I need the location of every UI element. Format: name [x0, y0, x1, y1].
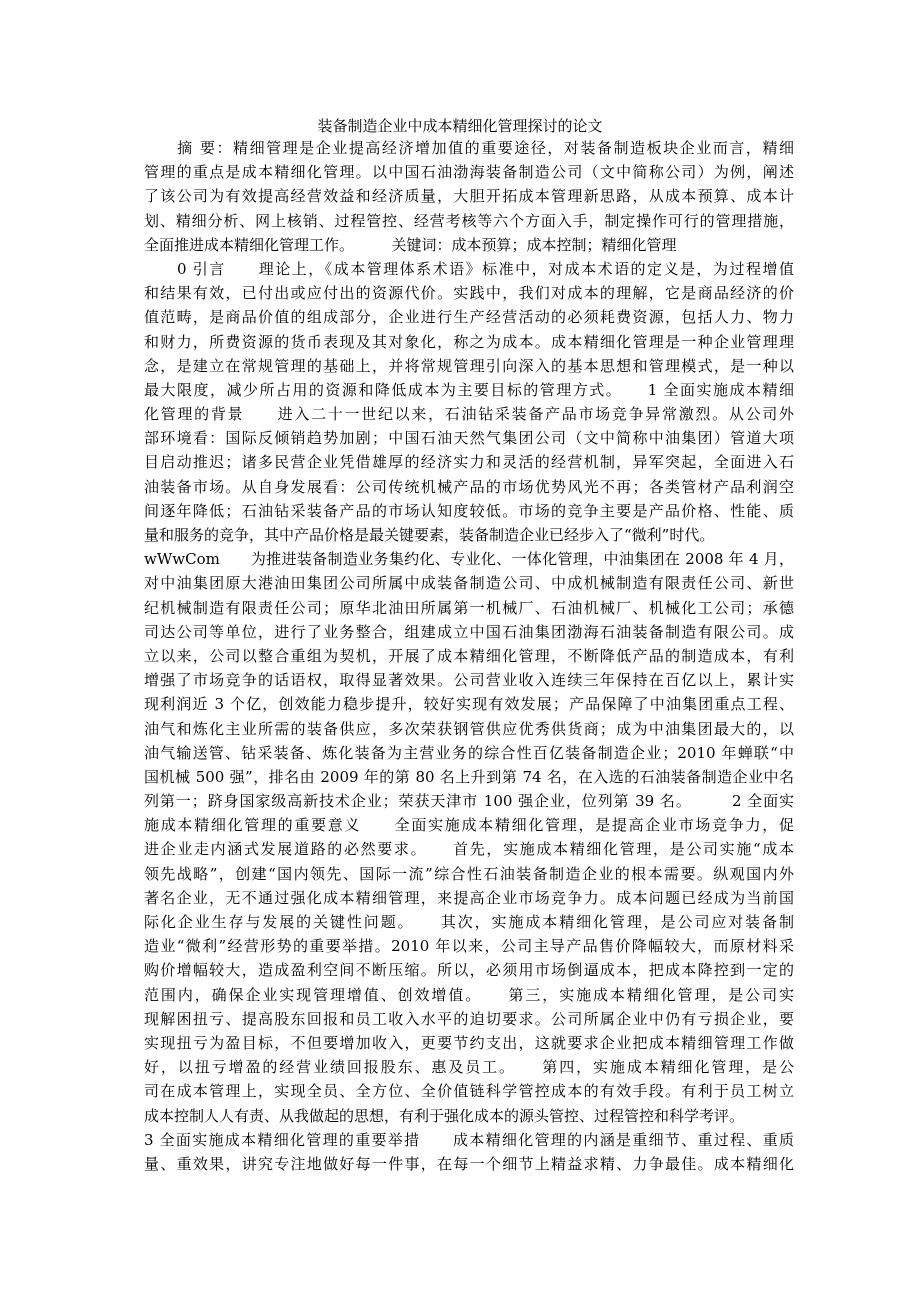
- text-line: 对中油集团原大港油田集团公司所属中成装备制造公司、中成机械制造有限责任公司、新世: [144, 574, 794, 593]
- text-line: 念，是建立在常规管理的基础上，并将常规管理引向深入的基本思想和管理模式，是一种以: [144, 356, 794, 375]
- text-line: 领先战略”，创建“国内领先、国际一流”综合性石油装备制造企业的根本需要。纵观国内外: [144, 864, 794, 883]
- text-line: 购价增幅较大，造成盈利空间不断压缩。所以，必须用市场倒逼成本，把成本降控到一定的: [144, 961, 794, 980]
- text-line: 实现扭亏为盈目标，不但要增加收入，更要节约支出，这就要求企业把成本精细管理工作做: [144, 1033, 794, 1052]
- text-line: 国机械 500 强”，排名由 2009 年的第 80 名上升到第 74 名，在入选的石油装备制造企业中名: [144, 767, 794, 786]
- text-line: 部环境看：国际反倾销趋势加剧；中国石油天然气集团公司（文中简称中油集团）管道大项: [144, 429, 794, 448]
- text-line: 造业“微利”经营形势的重要举措。2010 年以来，公司主导产品售价降幅较大，而原材料采: [144, 937, 794, 956]
- text-line: 划、精细分析、网上核销、过程管控、经营考核等六个方面入手，制定操作可行的管理措施，: [144, 211, 794, 230]
- text-line: 量和服务的竞争，其中产品价格是最关键要素，装备制造企业已经步入了“微利”时代。: [144, 526, 715, 544]
- text-line: 现利润近 3 个亿，创效能力稳步提升，较好实现有效发展；产品保障了中油集团重点工程、: [144, 695, 794, 714]
- text-line: 进企业走内涵式发展道路的必然要求。 首先，实施成本精细化管理，是公司实施“成本: [144, 840, 794, 859]
- text-line: 值范畴，是商品价值的组成部分，企业进行生产经营活动的必须耗费资源，包括人力、物力: [144, 308, 794, 327]
- text-line: 范围内，确保企业实现管理增值、创效增值。 第三，实施成本精细化管理，是公司实: [144, 985, 794, 1004]
- text-line: 成本控制人人有责、从我做起的思想，有利于强化成本的源头管控、过程管控和科学考评。: [144, 1106, 745, 1125]
- text-line: 最大限度，减少所占用的资源和降低成本为主要目标的管理方式。 1 全面实施成本精细: [144, 380, 794, 399]
- text-line: 施成本精细化管理的重要意义 全面实施成本精细化管理，是提高企业市场竞争力，促: [144, 816, 794, 835]
- text-line: 油气输送管、钻采装备、炼化装备为主营业务的综合性百亿装备制造企业；2010 年蝉联“中: [144, 743, 794, 762]
- text-line: 管理的重点是成本精细化管理。以中国石油渤海装备制造公司（文中简称公司）为例，阐述: [144, 163, 794, 182]
- text-line: 3 全面实施成本精细化管理的重要举措 成本精细化管理的内涵是重细节、重过程、重质: [144, 1130, 794, 1149]
- text-line: 司在成本管理上，实现全员、全方位、全价值链科学管控成本的有效手段。有利于员工树立: [144, 1082, 794, 1101]
- text-line: 纪机械制造有限责任公司；原华北油田所属第一机械厂、石油机械厂、机械化工公司；承德: [144, 598, 794, 617]
- text-line: 了该公司为有效提高经营效益和经济质量，大胆开拓成本管理新思路，从成本预算、成本计: [144, 187, 794, 206]
- document-title: 装备制造企业中成本精细化管理探讨的论文: [317, 117, 603, 135]
- text-line: 油装备市场。从自身发展看：公司传统机械产品的市场优势风光不再；各类管材产品利润空: [144, 477, 794, 496]
- text-line: wWwCom 为推进装备制造业务集约化、专业化、一体化管理，中油集团在 2008 年 4 月，: [144, 550, 794, 569]
- text-line: 增强了市场竞争的话语权，取得显著效果。公司营业收入连续三年保持在百亿以上，累计实: [144, 671, 794, 690]
- text-line: 和结果有效，已付出或应付出的资源代价。实践中，我们对成本的理解，它是商品经济的价: [144, 284, 794, 303]
- text-line: 目启动推迟；诸多民营企业凭借雄厚的经济实力和灵活的经营机制，异军突起，全面进入石: [144, 453, 794, 472]
- text-line: 摘 要：精细管理是企业提高经济增加值的重要途径，对装备制造板块企业而言，精细: [144, 139, 794, 157]
- text-line: 全面推进成本精细化管理工作。 关键词：成本预算；成本控制；精细化管理: [144, 235, 677, 254]
- text-line: 好，以扭亏增盈的经营业绩回报股东、惠及员工。 第四，实施成本精细化管理，是公: [144, 1058, 794, 1077]
- text-line: 列第一；跻身国家级高新技术企业；荣获天津市 100 强企业，位列第 39 名。 2 全面实: [144, 792, 794, 811]
- text-line: 油气和炼化主业所需的装备供应，多次荣获钢管供应优秀供货商；成为中油集团最大的，以: [144, 719, 794, 738]
- text-line: 化管理的背景 进入二十一世纪以来，石油钻采装备产品市场竞争异常激烈。从公司外: [144, 405, 794, 424]
- text-line: 司达公司等单位，进行了业务整合，组建成立中国石油集团渤海石油装备制造有限公司。成: [144, 622, 794, 641]
- text-line: 际化企业生存与发展的关键性问题。 其次，实施成本精细化管理，是公司应对装备制: [144, 913, 794, 931]
- text-line: 立以来，公司以整合重组为契机，开展了成本精细化管理，不断降低产品的制造成本，有利: [144, 646, 794, 665]
- text-line: 现解困扭亏、提高股东回报和员工收入水平的迫切要求。公司所属企业中仍有亏损企业，要: [144, 1009, 794, 1028]
- text-line: 和财力，所费资源的货币表现及其对象化，称之为成本。成本精细化管理是一种企业管理理: [144, 332, 794, 351]
- text-line: 间逐年降低；石油钻采装备产品的市场认知度较低。市场的竞争主要是产品价格、性能、质: [144, 501, 794, 520]
- text-line: 量、重效果，讲究专注地做好每一件事，在每一个细节上精益求精、力争最佳。成本精细化: [144, 1154, 794, 1173]
- text-line: 著名企业，无不通过强化成本精细管理，来提高企业市场竞争力。成本问题已经成为当前国: [144, 888, 794, 907]
- text-line: 0 引言 理论上，《成本管理体系术语》标准中，对成本术语的定义是，为过程增值: [144, 259, 794, 278]
- document-body: [144, 136, 794, 1176]
